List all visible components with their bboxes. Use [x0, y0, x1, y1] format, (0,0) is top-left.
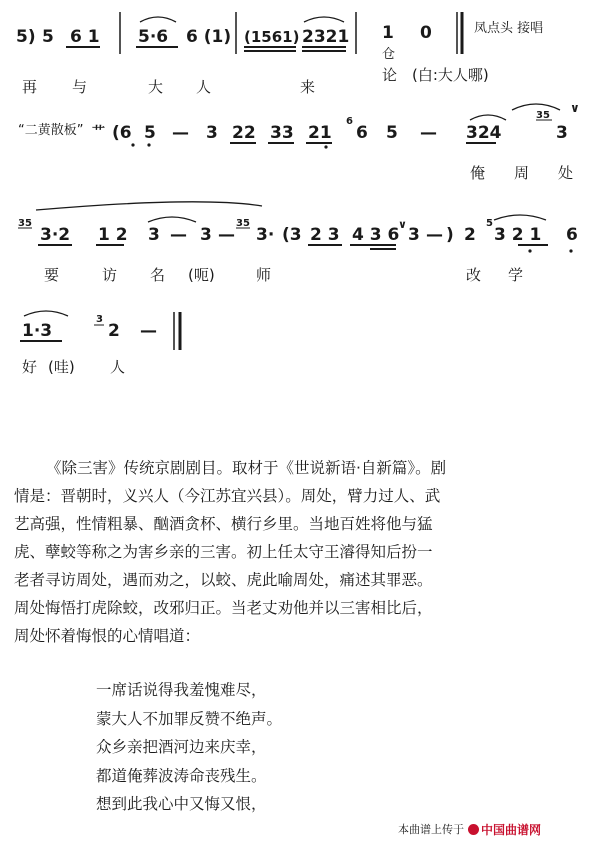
lyric: 师 [256, 266, 272, 284]
paragraph-line: 《除三害》传统京剧剧目。取材于《世说新语·自新篇》。剧 [46, 459, 447, 477]
note-group: 5) [16, 27, 36, 47]
lyric: 改 [466, 266, 482, 284]
note: 2 [108, 321, 120, 341]
grace-note: 35 [18, 218, 32, 229]
note: — [172, 123, 189, 143]
lyric: 再 [22, 78, 38, 96]
breath-mark: ∨ [570, 101, 580, 115]
note: 5 [386, 123, 398, 143]
lyric: 俺 [470, 164, 486, 182]
lyric: 周 [514, 164, 530, 182]
score-line-4 [20, 311, 180, 376]
note-group: 1 [382, 23, 394, 43]
note: 3·2 [40, 225, 71, 245]
note-group: 6 (1) [186, 27, 232, 47]
note: 3· [256, 225, 275, 245]
lyric: 与 [72, 78, 88, 96]
note: — [140, 321, 157, 341]
score-line-2 [18, 101, 580, 182]
lyric: 访 [102, 266, 118, 284]
paragraph-line: 老者寻访周处，遇而劝之，以蛟、虎此喻周处，痛述其罪恶。 [14, 571, 433, 589]
note: — [426, 225, 443, 245]
lyric: (呃) [188, 266, 215, 284]
note: 21 [308, 123, 332, 143]
fermata-mark: 艹 [92, 125, 106, 140]
lyric: 人 [110, 358, 126, 376]
note-group: 5 [42, 27, 54, 47]
score-line-3 [18, 202, 578, 284]
note: 1·3 [22, 321, 53, 341]
footer-text: 本曲谱上传于 [398, 823, 464, 836]
note: 4 3 6 [352, 225, 400, 245]
note: 6 [356, 123, 368, 143]
description-text [14, 454, 586, 650]
logo-text: 中国曲谱网 [481, 822, 542, 837]
note-group: 324 [466, 123, 502, 143]
performance-note: 凤点头 接唱 [474, 21, 544, 36]
note: — [420, 123, 437, 143]
lyric: 大 [148, 78, 164, 96]
verse-line: 想到此我心中又悔又恨， [96, 795, 267, 813]
note: 3 [556, 123, 568, 143]
note: 5 [144, 123, 156, 143]
lyric: 要 [44, 266, 60, 284]
note: 22 [232, 123, 256, 143]
lyric: 人 [196, 78, 212, 96]
verse-line: 众乡亲把酒河边来庆幸， [96, 738, 267, 756]
grace-note: 5 [486, 218, 493, 229]
percussion-char: 仓 [382, 47, 396, 62]
source-footer [398, 820, 541, 838]
note-group: 5·6 [138, 27, 169, 47]
note: — [218, 225, 235, 245]
note: 2 [464, 225, 476, 245]
note: 1 2 [98, 225, 128, 245]
grace-note: 6 [346, 116, 353, 127]
lyric: 好 [22, 358, 38, 376]
note: 33 [270, 123, 294, 143]
grace-note: 35 [236, 218, 250, 229]
note: ) [446, 225, 454, 245]
lyric: 名 [150, 266, 166, 284]
paragraph-line: 周处怀着悔恨的心情唱道： [14, 627, 201, 645]
note: 2 3 [310, 225, 340, 245]
logo-icon [468, 824, 479, 835]
note: 3 [148, 225, 160, 245]
section-label: “二黄散板” [18, 123, 84, 138]
spoken-line: (白:大人哪) [412, 66, 489, 84]
note-group: 6 1 [70, 27, 100, 47]
verse-line: 蒙大人不加罪反赞不绝声。 [96, 709, 283, 728]
verse-line: 一席话说得我羞愧难尽， [96, 681, 267, 699]
site-logo[interactable] [468, 821, 541, 838]
note-group: 0 [420, 23, 432, 43]
note-group: (1561) [244, 28, 300, 46]
paragraph-line: 艺高强，性情粗暴、酗酒贪杯、横行乡里。当地百姓将他与猛 [14, 515, 433, 533]
paragraph-line: 虎、孽蛟等称之为害乡亲的三害。初上任太守王濬得知后扮一 [14, 543, 433, 561]
note: (3 [282, 225, 302, 245]
paragraph-line: 情是：晋朝时，义兴人（今江苏宜兴县）。周处，臂力过人、武 [14, 487, 441, 505]
lyric: (哇) [48, 358, 75, 376]
score-line-1 [16, 12, 543, 96]
grace-note: 35 [536, 110, 550, 121]
breath-mark: ∨ [398, 218, 407, 231]
note: — [170, 225, 187, 245]
lyric: 处 [558, 164, 574, 182]
lyric: 论 [382, 66, 398, 84]
note: 3 [200, 225, 212, 245]
grace-note: 3 [96, 314, 103, 325]
lyric: 来 [300, 78, 316, 96]
note: (6 [112, 123, 132, 143]
note-group: 2321 [302, 27, 350, 47]
verse-line: 都道俺葬波涛命丧残生。 [96, 766, 267, 785]
note-group: 3 2 1 [494, 225, 542, 245]
verse-block [96, 676, 556, 819]
note: 6 [566, 225, 578, 245]
note: 3 [206, 123, 218, 143]
lyric: 学 [508, 266, 524, 284]
paragraph-line: 周处悔悟打虎除蛟，改邪归正。当老丈劝他并以三害相比后， [14, 599, 433, 617]
jianpu-score [0, 0, 596, 400]
note: 3 [408, 225, 420, 245]
